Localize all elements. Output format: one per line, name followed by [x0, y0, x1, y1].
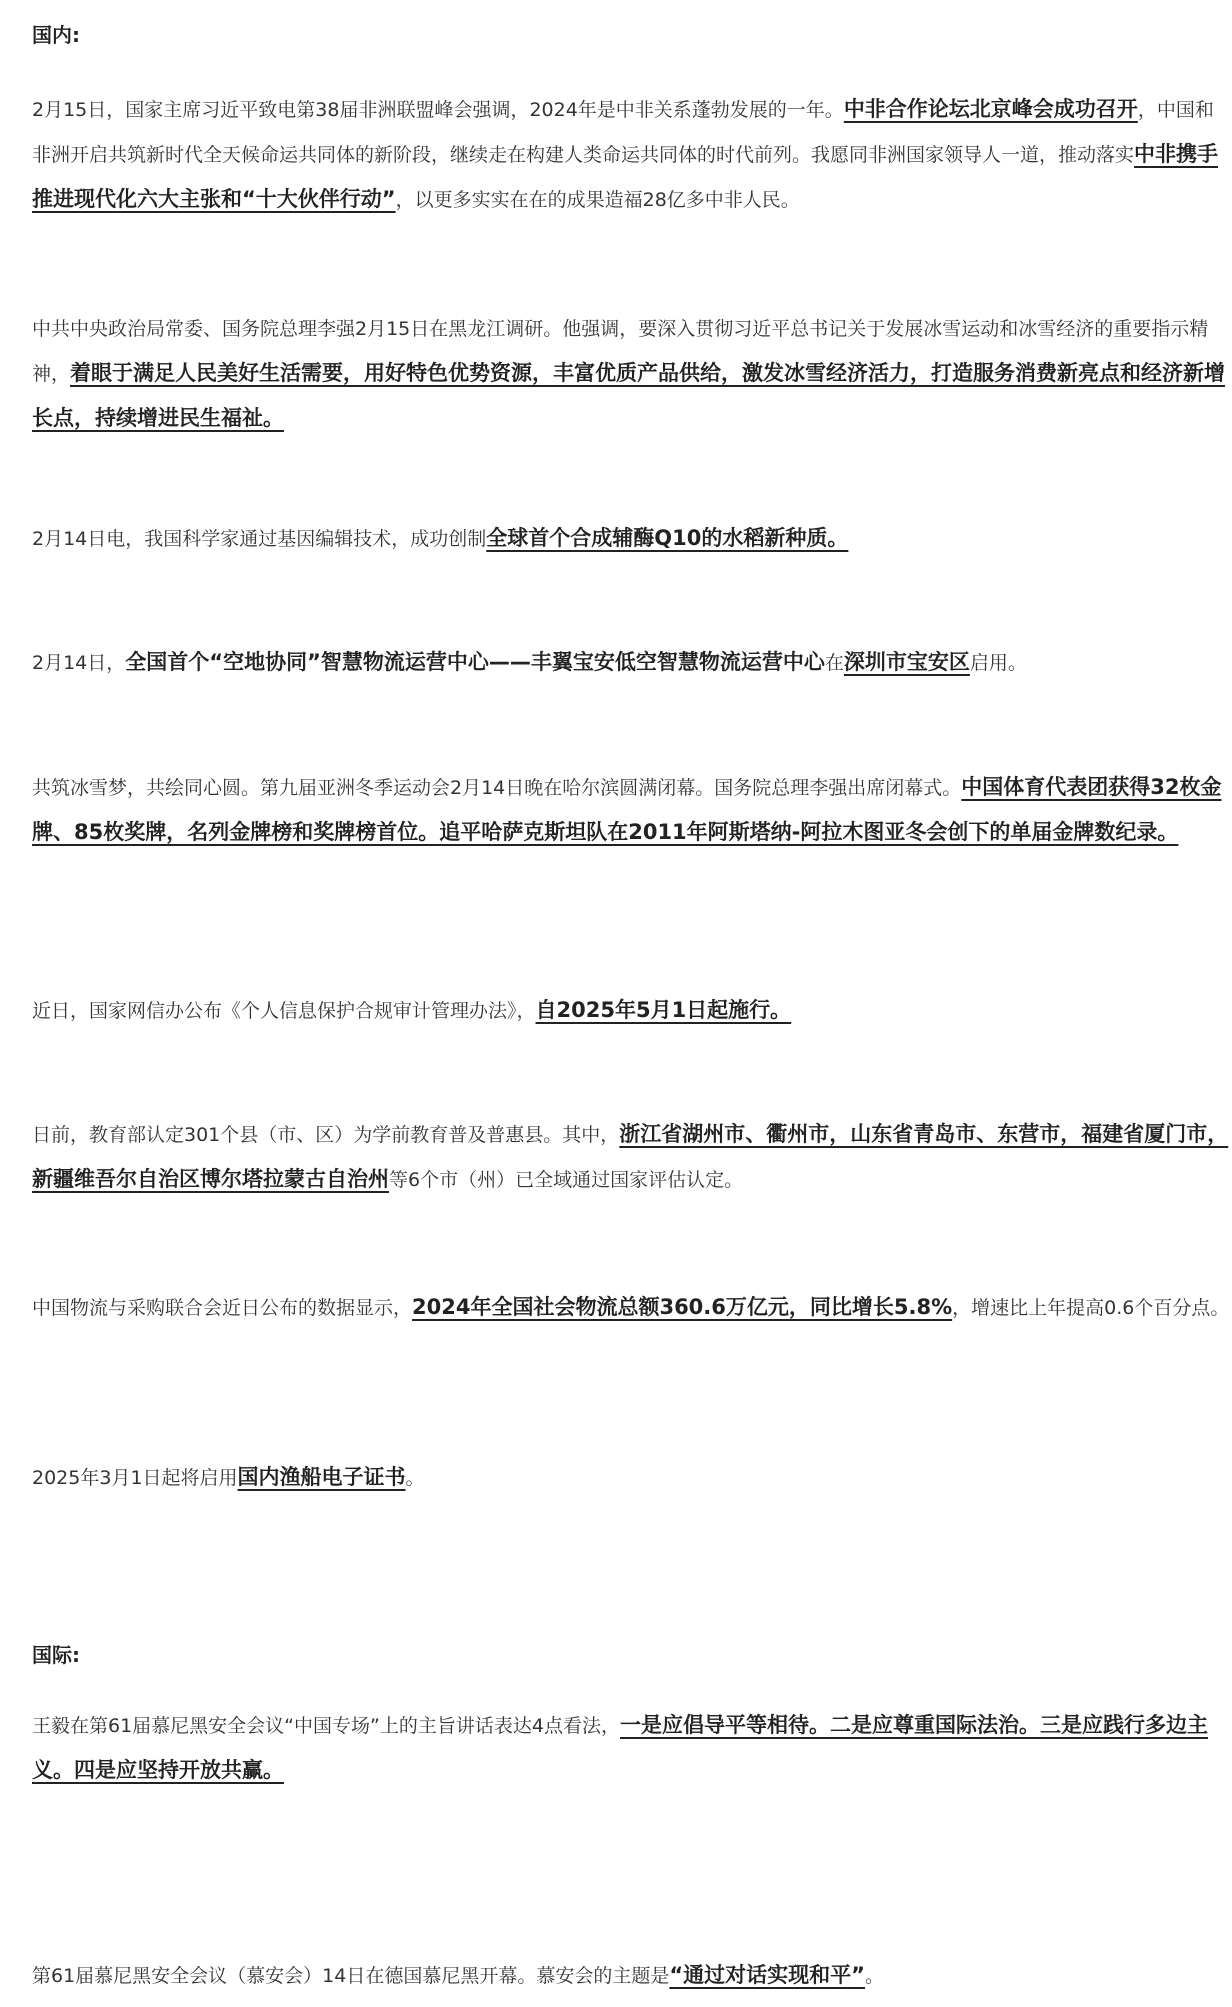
news-item	[32, 87, 1232, 222]
highlighted-text: 深圳市宝安区	[843, 650, 970, 674]
section-heading-international: 国际:	[32, 1643, 80, 1667]
body-text: 2月14日，	[32, 652, 126, 674]
news-item	[32, 1953, 1232, 1998]
body-text: ，以更多实实在在的成果造福28亿多中非人民。	[395, 189, 800, 211]
body-text: 中国物流与采购联合会近日公布的数据显示，	[32, 1297, 413, 1319]
body-text: 日前，教育部认定301个县（市、区）为学前教育普及普惠县。其中，	[32, 1124, 620, 1146]
body-text: 。	[864, 1965, 884, 1987]
news-item	[32, 640, 1232, 685]
highlighted-text: 着眼于满足人民美好生活需要，用好特色优势资源，丰富优质产品供给，激发冰雪经济活力，打造服务消费新亮点和经济新增长点，持续增进民生福祉。	[32, 361, 1226, 430]
news-item	[32, 1455, 1232, 1500]
body-text: 2月14日电，我国科学家通过基因编辑技术，成功创制	[32, 528, 487, 550]
body-text: 第61届慕尼黑安全会议（慕安会）14日在德国慕尼黑开幕。慕安会的主题是	[32, 1965, 670, 1987]
body-text: 启用。	[969, 652, 1027, 674]
highlighted-text: 中非携手推进现代化六大主张和“十大伙伴行动”	[32, 142, 1219, 211]
body-text: 在	[824, 652, 844, 674]
news-item	[32, 765, 1232, 855]
news-item	[32, 516, 1232, 561]
body-text: 2月15日，国家主席习近平致电第38届非洲联盟峰会强调，2024年是中非关系蓬勃发展的一年。	[32, 99, 844, 121]
highlighted-text: 浙江省湖州市、衢州市，山东省青岛市、东营市，福建省厦门市，新疆维吾尔自治区博尔塔拉蒙古自治州	[32, 1122, 1229, 1191]
highlighted-text: 2024年全国社会物流总额360.6万亿元，同比增长5.8%	[412, 1295, 953, 1319]
news-item	[32, 1703, 1232, 1793]
highlighted-text: 一是应倡导平等相待。二是应尊重国际法治。三是应践行多边主义。四是应坚持开放共赢。	[32, 1713, 1208, 1782]
news-item	[32, 988, 1232, 1033]
highlighted-text: 自2025年5月1日起施行。	[535, 998, 792, 1022]
section-heading-domestic: 国内:	[32, 23, 80, 47]
body-text: 等6个市（州）已全域通过国家评估认定。	[389, 1169, 744, 1191]
news-item	[32, 307, 1232, 441]
body-text: ，增速比上年提高0.6个百分点。	[952, 1297, 1230, 1319]
highlighted-text: “通过对话实现和平”	[669, 1963, 865, 1987]
body-text: 共筑冰雪梦，共绘同心圆。第九届亚洲冬季运动会2月14日晚在哈尔滨圆满闭幕。国务院总理李强出席闭幕式。	[32, 777, 962, 799]
highlighted-text: 中国体育代表团获得32枚金牌、85枚奖牌，名列金牌榜和奖牌榜首位。追平哈萨克斯坦队在2011年阿斯塔纳-阿拉木图亚冬会创下的单届金牌数纪录。	[32, 775, 1222, 844]
news-item	[32, 1112, 1232, 1202]
news-item	[32, 1285, 1232, 1330]
highlighted-text: 国内渔船电子证书	[237, 1465, 406, 1489]
body-text: ，中国和非洲开启共筑新时代全天候命运共同体的新阶段，继续走在构建人类命运共同体的时代前列。我愿同非洲国家领导人一道，推动落实	[32, 99, 1214, 166]
body-text: 2025年3月1日起将启用	[32, 1467, 238, 1489]
highlighted-text: 全球首个合成辅酶Q10的水稻新种质。	[486, 526, 849, 550]
body-text: 王毅在第61届慕尼黑安全会议“中国专场”上的主旨讲话表达4点看法，	[32, 1715, 620, 1737]
body-text: 中共中央政治局常委、国务院总理李强2月15日在黑龙江调研。他强调，要深入贯彻习近平总书记关于发展冰雪运动和冰雪经济的重要指示精神，	[32, 318, 1209, 385]
body-text: 。	[405, 1467, 425, 1489]
body-text: 近日，国家网信办公布《个人信息保护合规审计管理办法》，	[32, 1000, 536, 1022]
bold-text: 全国首个“空地协同”智慧物流运营中心——丰翼宝安低空智慧物流运营中心	[125, 650, 825, 674]
highlighted-text: 中非合作论坛北京峰会成功召开	[843, 97, 1138, 121]
